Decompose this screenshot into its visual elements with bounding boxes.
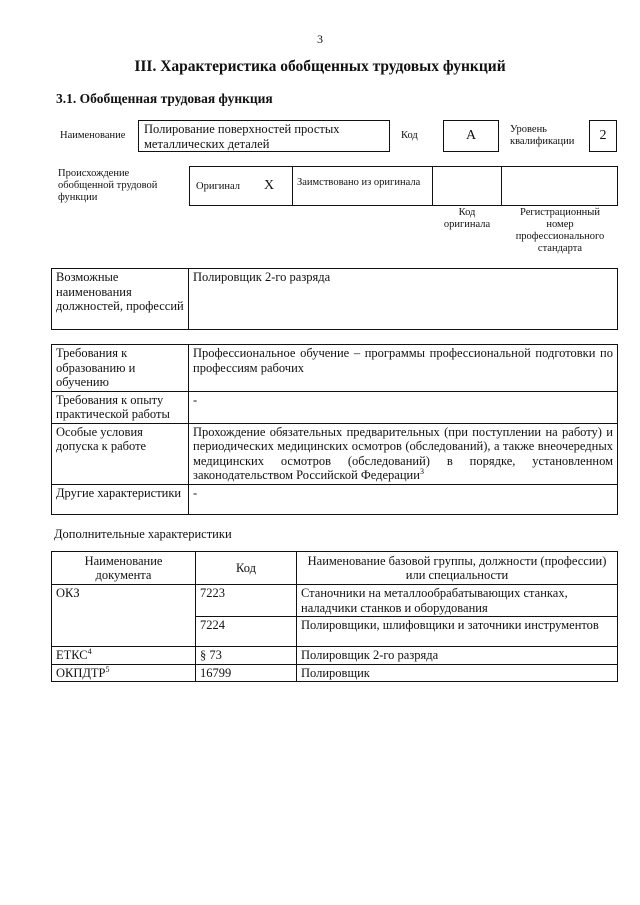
okz-doc: ОКЗ [52,585,196,647]
col-name-header: Наименование базовой группы, должности (профессии) или специальности [297,552,618,585]
req-conditions-text: Прохождение обязательных предварительных (при поступлении на работу) и периодических медицинских осмотров (обследований), а также внеочередных медицинских осмотров (обследований) в порядке, установленном законодательством Российской Федерации [193,424,613,482]
subsection-title: 3.1. Обобщенная трудовая функция [56,91,273,106]
original-mark: X [264,178,275,193]
okpdtr-label: ОКПДТР [56,665,106,680]
req-other-label: Другие характеристики [52,484,189,514]
borrowed-label: Заимствовано из оригинала [297,177,421,188]
etks-doc [52,647,196,665]
footnote-3: 3 [419,466,424,476]
positions-value: Полировщик 2-го разряда [189,269,618,330]
code-caption: Код оригинала [443,207,491,230]
req-experience-value: - [189,391,618,423]
req-education-value: Профессиональное обучение – программы профессиональной подготовки по профессиям рабочих [189,345,618,392]
req-conditions-value [189,423,618,484]
okz-name-2: Полировщики, шлифовщики и заточники инструментов [297,617,618,647]
level-label: Уровень квалификации [510,124,575,147]
okpdtr-name: Полировщик [297,664,618,682]
okpdtr-code: 16799 [196,664,297,682]
code-label: Код [401,130,418,141]
okz-code-2: 7224 [196,617,297,647]
origin-code-cell [432,166,502,206]
req-experience-label: Требования к опыту практической работы [52,391,189,423]
origin-reg-cell [501,166,618,206]
okz-name-1: Станочники на металлообрабатывающих станках, наладчики станков и оборудования [297,585,618,617]
name-value: Полирование поверхностей простых металлических деталей [138,120,390,152]
code-value: A [443,120,499,152]
additional-table [51,551,618,682]
col-doc-header: Наименование документа [52,552,196,585]
etks-name: Полировщик 2-го разряда [297,647,618,665]
reg-caption: Регистрационный номер профессионального стандарта [515,207,605,254]
footnote-5: 5 [105,664,110,674]
col-code-header: Код [196,552,297,585]
origin-original-cell [189,166,293,206]
okpdtr-doc [52,664,196,682]
footnote-4: 4 [87,646,92,656]
req-other-value: - [189,484,618,514]
etks-label: ЕТКС [56,648,88,662]
positions-label: Возможные наименования должностей, профессий [52,269,189,330]
level-value: 2 [589,120,617,152]
name-label: Наименование [60,130,126,141]
requirements-table [51,344,618,515]
original-label: Оригинал [196,181,240,192]
section-title: III. Характеристика обобщенных трудовых функций [134,58,506,75]
origin-label: Происхождение обобщенной трудовой функции [58,168,158,203]
origin-borrowed-cell [292,166,433,206]
additional-title: Дополнительные характеристики [54,527,232,541]
okz-code-1: 7223 [196,585,297,617]
req-conditions-label: Особые условия допуска к работе [52,423,189,484]
req-education-label: Требования к образованию и обучению [52,345,189,392]
positions-table [51,268,618,330]
page-number: 3 [317,32,323,46]
etks-code: § 73 [196,647,297,665]
